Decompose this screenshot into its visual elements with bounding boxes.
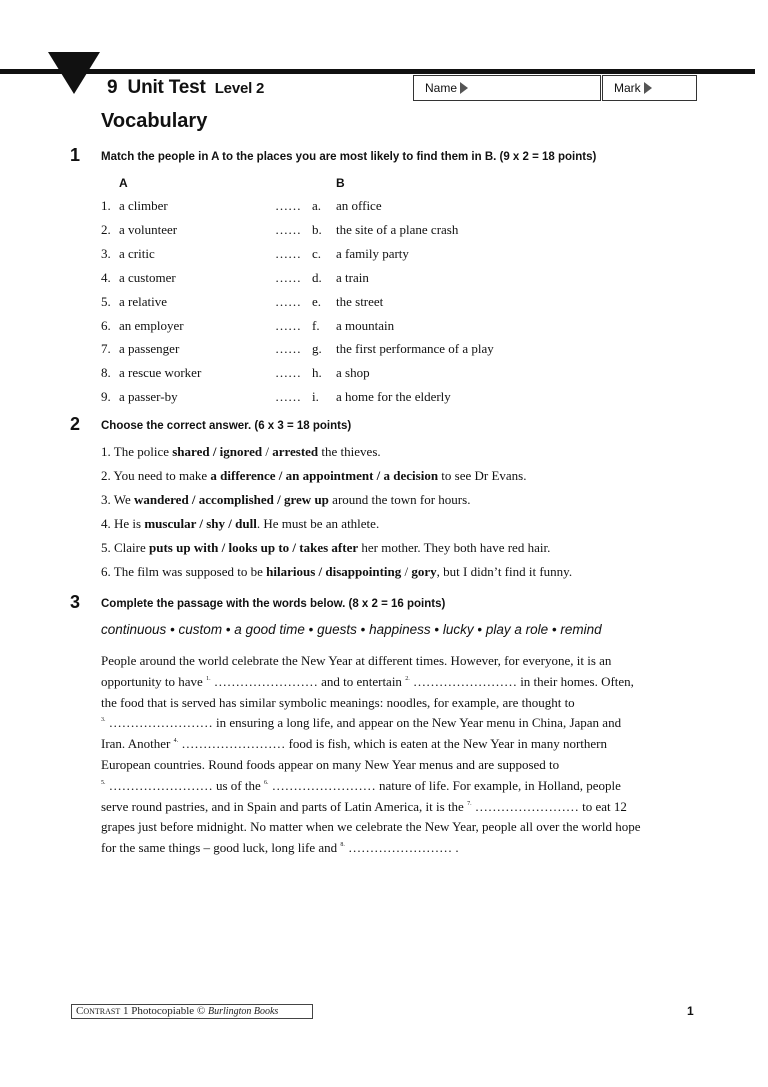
gap-number: 5.	[101, 779, 106, 786]
person-text: an employer	[119, 317, 184, 333]
play-arrow-icon	[644, 82, 652, 94]
gap-number: 3.	[101, 717, 106, 724]
bullet-separator: •	[473, 622, 486, 637]
answer-blank[interactable]: ……	[275, 221, 301, 237]
row-number: 6.	[101, 317, 111, 333]
word-bank-item: happiness	[369, 622, 431, 637]
question-text: 4. He is	[101, 516, 145, 531]
person-text: a relative	[119, 293, 167, 309]
row-number: 7.	[101, 341, 111, 357]
bullet-separator: •	[548, 622, 561, 637]
answer-blank[interactable]: ……	[275, 389, 301, 405]
passage-line	[101, 840, 459, 856]
answer-option[interactable]: gory	[411, 564, 437, 579]
unit-label: Unit Test	[127, 77, 206, 98]
passage-line	[101, 653, 611, 669]
gap-number: 1.	[206, 675, 211, 682]
brand-name: Contrast 1	[76, 1005, 129, 1017]
row-number: 9.	[101, 389, 111, 405]
unit-title	[107, 77, 264, 99]
choice-row	[101, 540, 550, 556]
column-a-heading: A	[119, 176, 128, 190]
column-b-heading: B	[336, 176, 345, 190]
word-bank-item: play a role	[485, 622, 549, 637]
choice-row	[101, 516, 379, 532]
gap-number: 2.	[405, 675, 410, 682]
option-separator: /	[401, 564, 412, 579]
corner-triangle-icon	[48, 52, 100, 94]
bullet-separator: •	[430, 622, 443, 637]
section-title: Vocabulary	[101, 110, 208, 132]
passage-line	[101, 695, 575, 711]
passage-line	[101, 799, 627, 815]
match-row	[101, 389, 661, 409]
passage-text: …………………… nature of life. For example, in Holland, people	[268, 777, 621, 793]
match-row	[101, 294, 661, 314]
answer-blank[interactable]: ……	[275, 365, 301, 381]
person-text: a passer-by	[119, 389, 178, 405]
question-text: her mother. They both have red hair.	[358, 540, 551, 555]
passage-text: …………………… to eat 12	[471, 798, 627, 814]
answer-options[interactable]: a difference / an appointment / a decision	[210, 468, 439, 483]
passage-text: …………………… .	[344, 840, 459, 856]
place-text: an office	[336, 198, 382, 213]
exercise-number: 1	[70, 145, 81, 165]
row-number: 5.	[101, 293, 111, 309]
passage-line	[101, 757, 559, 773]
page-number: 1	[687, 1004, 694, 1018]
passage-line	[101, 715, 621, 731]
word-bank-item: guests	[317, 622, 357, 637]
question-text: 5. Claire	[101, 540, 150, 555]
exercise-number: 3	[70, 592, 81, 612]
bullet-separator: •	[304, 622, 318, 637]
question-text: , but I didn’t find it funny.	[436, 564, 573, 579]
answer-blank[interactable]: ……	[275, 341, 301, 357]
word-bank-item: custom	[178, 622, 223, 637]
answer-options[interactable]: puts up with / looks up to / takes after	[149, 540, 359, 555]
question-text: 3. We	[101, 492, 135, 507]
word-bank-item: remind	[560, 622, 602, 637]
exercise-instruction: Match the people in A to the places you are most likely to find them in B. (9 x 2 = 18 points)	[101, 151, 597, 163]
passage-text: …………………… and to entertain	[210, 673, 406, 689]
place-letter: e.	[312, 293, 322, 309]
place-letter: a.	[312, 198, 322, 213]
footer-credit	[71, 1004, 313, 1019]
mark-label: Mark	[614, 81, 641, 95]
answer-options[interactable]: shared / ignored	[172, 444, 263, 459]
word-bank-item: a good time	[234, 622, 305, 637]
passage-text: serve round pastries, and in Spain and parts of Latin America, it is the	[101, 798, 468, 814]
row-number: 8.	[101, 365, 111, 381]
person-text: a passenger	[119, 341, 180, 357]
level-label: Level 2	[214, 80, 265, 97]
exercise-number: 2	[70, 414, 81, 434]
question-text: around the town for hours.	[328, 492, 471, 507]
match-row	[101, 246, 661, 266]
question-text: . He must be an athlete.	[256, 516, 380, 531]
row-number: 4.	[101, 269, 111, 285]
match-row	[101, 198, 661, 218]
copyright-text: Photocopiable ©	[131, 1005, 209, 1017]
place-text: a train	[336, 269, 369, 285]
passage-text: …………………… in their homes. Often,	[409, 673, 634, 689]
row-number: 1.	[101, 198, 111, 213]
match-row	[101, 365, 661, 385]
publisher-name: Burlington Books	[208, 1006, 279, 1017]
question-text: 6. The film was supposed to be	[101, 564, 267, 579]
place-text: a mountain	[336, 317, 395, 333]
place-letter: g.	[312, 341, 322, 357]
choice-row	[101, 564, 572, 580]
answer-blank[interactable]: ……	[275, 317, 301, 333]
answer-options[interactable]: muscular / shy / dull	[144, 516, 257, 531]
answer-blank[interactable]: ……	[275, 269, 301, 285]
answer-option[interactable]: arrested	[272, 444, 319, 459]
row-number: 2.	[101, 221, 111, 237]
exercise-instruction: Choose the correct answer. (6 x 3 = 18 points)	[101, 420, 352, 432]
place-letter: i.	[312, 389, 319, 405]
passage-text: …………………… us of the	[105, 777, 265, 793]
person-text: a customer	[119, 269, 176, 285]
passage-line	[101, 778, 621, 794]
match-row	[101, 270, 661, 290]
bullet-separator: •	[222, 622, 235, 637]
word-bank-item: continuous	[101, 622, 167, 637]
place-letter: h.	[312, 365, 322, 381]
place-text: the street	[336, 293, 384, 309]
place-letter: d.	[312, 269, 322, 285]
option-separator: /	[262, 444, 273, 459]
word-bank	[101, 622, 602, 637]
passage-text: Iran. Another	[101, 736, 174, 752]
place-text: the site of a plane crash	[336, 221, 459, 237]
person-text: a climber	[119, 198, 168, 213]
passage-text: European countries. Round foods appear on many New Year menus and are supposed to	[101, 757, 560, 772]
gap-number: 7.	[467, 800, 472, 807]
match-row	[101, 222, 661, 242]
place-text: a shop	[336, 365, 370, 381]
word-bank-item: lucky	[442, 622, 474, 637]
choice-row	[101, 444, 381, 460]
choice-row	[101, 492, 470, 508]
passage-text: the food that is served has similar symbolic meanings: noodles, for example, are thought to	[101, 694, 575, 710]
question-text: the thieves.	[318, 444, 381, 459]
person-text: a rescue worker	[119, 365, 202, 381]
question-text: to see Dr Evans.	[438, 468, 527, 483]
passage-text: …………………… food is fish, which is eaten at the New Year in many northern	[178, 736, 607, 752]
passage-line	[101, 736, 607, 752]
question-text: 2. You need to make	[101, 468, 211, 483]
passage-text: for the same things – good luck, long life and	[101, 840, 341, 856]
answer-options[interactable]: wandered / accomplished / grew up	[134, 492, 329, 507]
exercise-instruction: Complete the passage with the words below. (8 x 2 = 16 points)	[101, 598, 446, 610]
gap-number: 4.	[173, 738, 179, 745]
passage-line	[101, 819, 641, 835]
place-letter: c.	[312, 245, 322, 261]
passage-line	[101, 674, 634, 690]
place-text: the first performance of a play	[336, 341, 494, 357]
header-rule	[0, 69, 755, 74]
place-text: a home for the elderly	[336, 389, 451, 405]
bullet-separator: •	[166, 622, 179, 637]
place-letter: f.	[312, 317, 320, 333]
choice-row	[101, 468, 527, 484]
passage-text: grapes just before midnight. No matter when we celebrate the New Year, people all over the world hope	[101, 819, 641, 835]
play-arrow-icon	[460, 82, 468, 94]
gap-number: 8.	[340, 842, 345, 849]
passage-text: opportunity to have	[101, 673, 207, 689]
gap-number: 6.	[264, 779, 269, 786]
match-row	[101, 318, 661, 338]
answer-blank[interactable]: ……	[275, 245, 301, 261]
answer-options[interactable]: hilarious / disappointing	[266, 564, 402, 579]
place-text: a family party	[336, 245, 409, 261]
person-text: a critic	[119, 245, 155, 261]
row-number: 3.	[101, 245, 111, 261]
name-label: Name	[425, 81, 458, 95]
mark-field[interactable]	[602, 75, 697, 101]
passage-text: People around the world celebrate the New Year at different times. However, for everyone, it is an	[101, 653, 612, 668]
answer-blank[interactable]: ……	[275, 293, 301, 309]
match-row	[101, 341, 661, 361]
place-letter: b.	[312, 221, 322, 237]
bullet-separator: •	[356, 622, 370, 637]
passage-text: …………………… in ensuring a long life, and appear on the New Year menu in China, Japan and	[105, 715, 622, 731]
unit-number: 9	[107, 77, 118, 98]
question-text: 1. The police	[101, 444, 173, 459]
name-field[interactable]	[413, 75, 601, 101]
answer-blank[interactable]: ……	[275, 198, 301, 213]
person-text: a volunteer	[119, 221, 178, 237]
